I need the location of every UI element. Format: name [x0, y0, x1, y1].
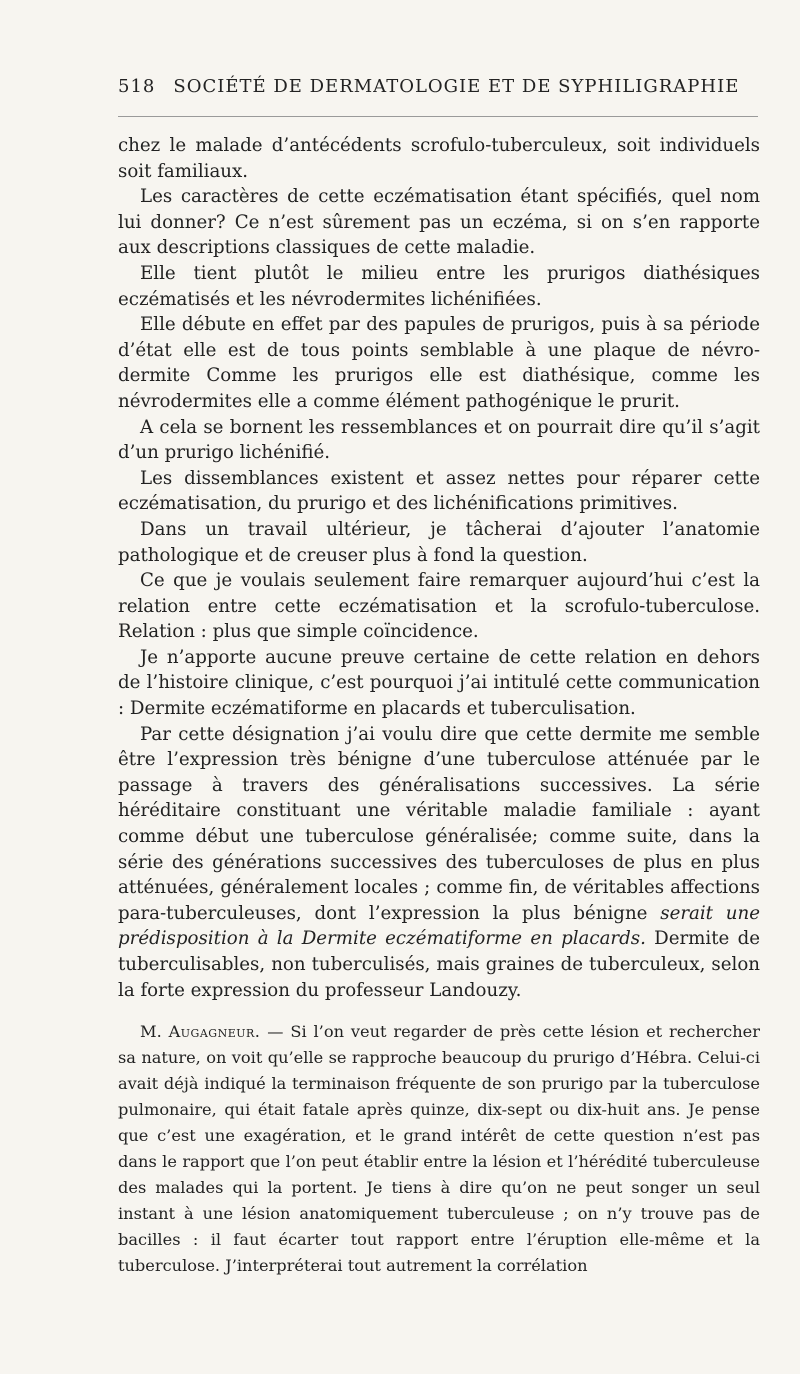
header-rule [118, 116, 758, 117]
paragraph: Elle débute en effet par des papules de prurigos, puis à sa période d’état elle est de tous points semblable à une plaque de névro-dermite Comme les prurigos elle est diathésique, comme les névrodermites elle a comme élément pathogénique le prurit. [118, 314, 760, 412]
discussion-text: — Si l’on veut regarder de près cette lésion et rechercher sa nature, on voit qu’elle se rapproche beaucoup du prurigo d’Hébra. Celui-ci avait déjà indiqué la terminaison fréquente de son prurigo par la tuberculose pulmonaire, qui était fatale après quinze, dix-sept ou dix-huit ans. Je pense que c’est une exagération, et le grand intérêt de cette question n’est pas dans le rapport que l’on peut établir entre la lésion et l’hérédité tuberculeuse des malades qui la portent. Je tiens à dire qu’on ne peut songer un seul instant à une lésion anatomiquement tuberculeuse ; on n’y trouve pas de bacilles : il faut écarter tout rapport entre l’éruption elle-même et la tuberculose. J’interpréterai tout autrement la corrélation [118, 1022, 760, 1275]
italic-phrase: serait une prédisposition à la Dermite eczématiforme en placards. [118, 902, 760, 950]
text-before: Par cette désignation j’ai voulu dire que cette dermite me semble être l’expression très bénigne d’une tuberculose atténuée par le passage à travers des généralisations successives. La série héréditaire constituant une véritable maladie familiale : ayant comme début une tuberculose généralisée; comme suite, dans la série des générations successives des tuberculoses de plus en plus atténuées, généralement locales ; comme fin, de véritables affections para-tuberculeuses, dont l’expression la plus bénigne [118, 723, 760, 924]
paragraph: A cela se bornent les ressemblances et on pourrait dire qu’il s’agit d’un prurigo lichénifié. [118, 416, 760, 464]
text-after: Dermite de tuberculisables, non tuberculisés, mais graines de tuberculeux, selon la forte expression du professeur Landouzy. [118, 928, 760, 1001]
speaker-name: Augagneur. [168, 1022, 261, 1041]
page-number: 518 [118, 76, 156, 97]
paragraph: Elle tient plutôt le milieu entre les prurigos diathésiques eczématisés et les névrodermites lichénifiées. [118, 262, 760, 310]
paragraph: Les dissemblances existent et assez nettes pour réparer cette eczématisation, du prurigo et des lichénifications primitives. [118, 467, 760, 515]
paragraph: Je n’apporte aucune preuve certaine de cette relation en dehors de l’histoire clinique, c’est pourquoi j’ai intitulé cette communication : Dermite eczématiforme en placards et tuberculisation. [118, 646, 760, 720]
article-body [118, 133, 760, 1003]
paragraph-conclusion [118, 722, 760, 1004]
running-title: SOCIÉTÉ DE DERMATOLOGIE ET DE SYPHILIGRAPHIE [173, 76, 740, 97]
paragraph: chez le malade d’antécédents scrofulo-tuberculeux, soit individuels soit familiaux. [118, 135, 760, 182]
running-header [118, 76, 758, 97]
discussion-section [118, 1019, 760, 1279]
paragraph: Les caractères de cette eczématisation étant spécifiés, quel nom lui donner? Ce n’est sûrement pas un eczéma, si on s’en rapporte aux descriptions classiques de cette maladie. [118, 186, 760, 259]
paragraph: Dans un travail ultérieur, je tâcherai d’ajouter l’anatomie pathologique et de creuser plus à fond la question. [118, 518, 760, 566]
paragraph: Ce que je voulais seulement faire remarquer aujourd’hui c’est la relation entre cette eczématisation et la scrofulo-tuberculose. Relation : plus que simple coïncidence. [118, 570, 760, 643]
discussion-paragraph [118, 1019, 760, 1279]
speaker-prefix: M. [140, 1022, 169, 1041]
